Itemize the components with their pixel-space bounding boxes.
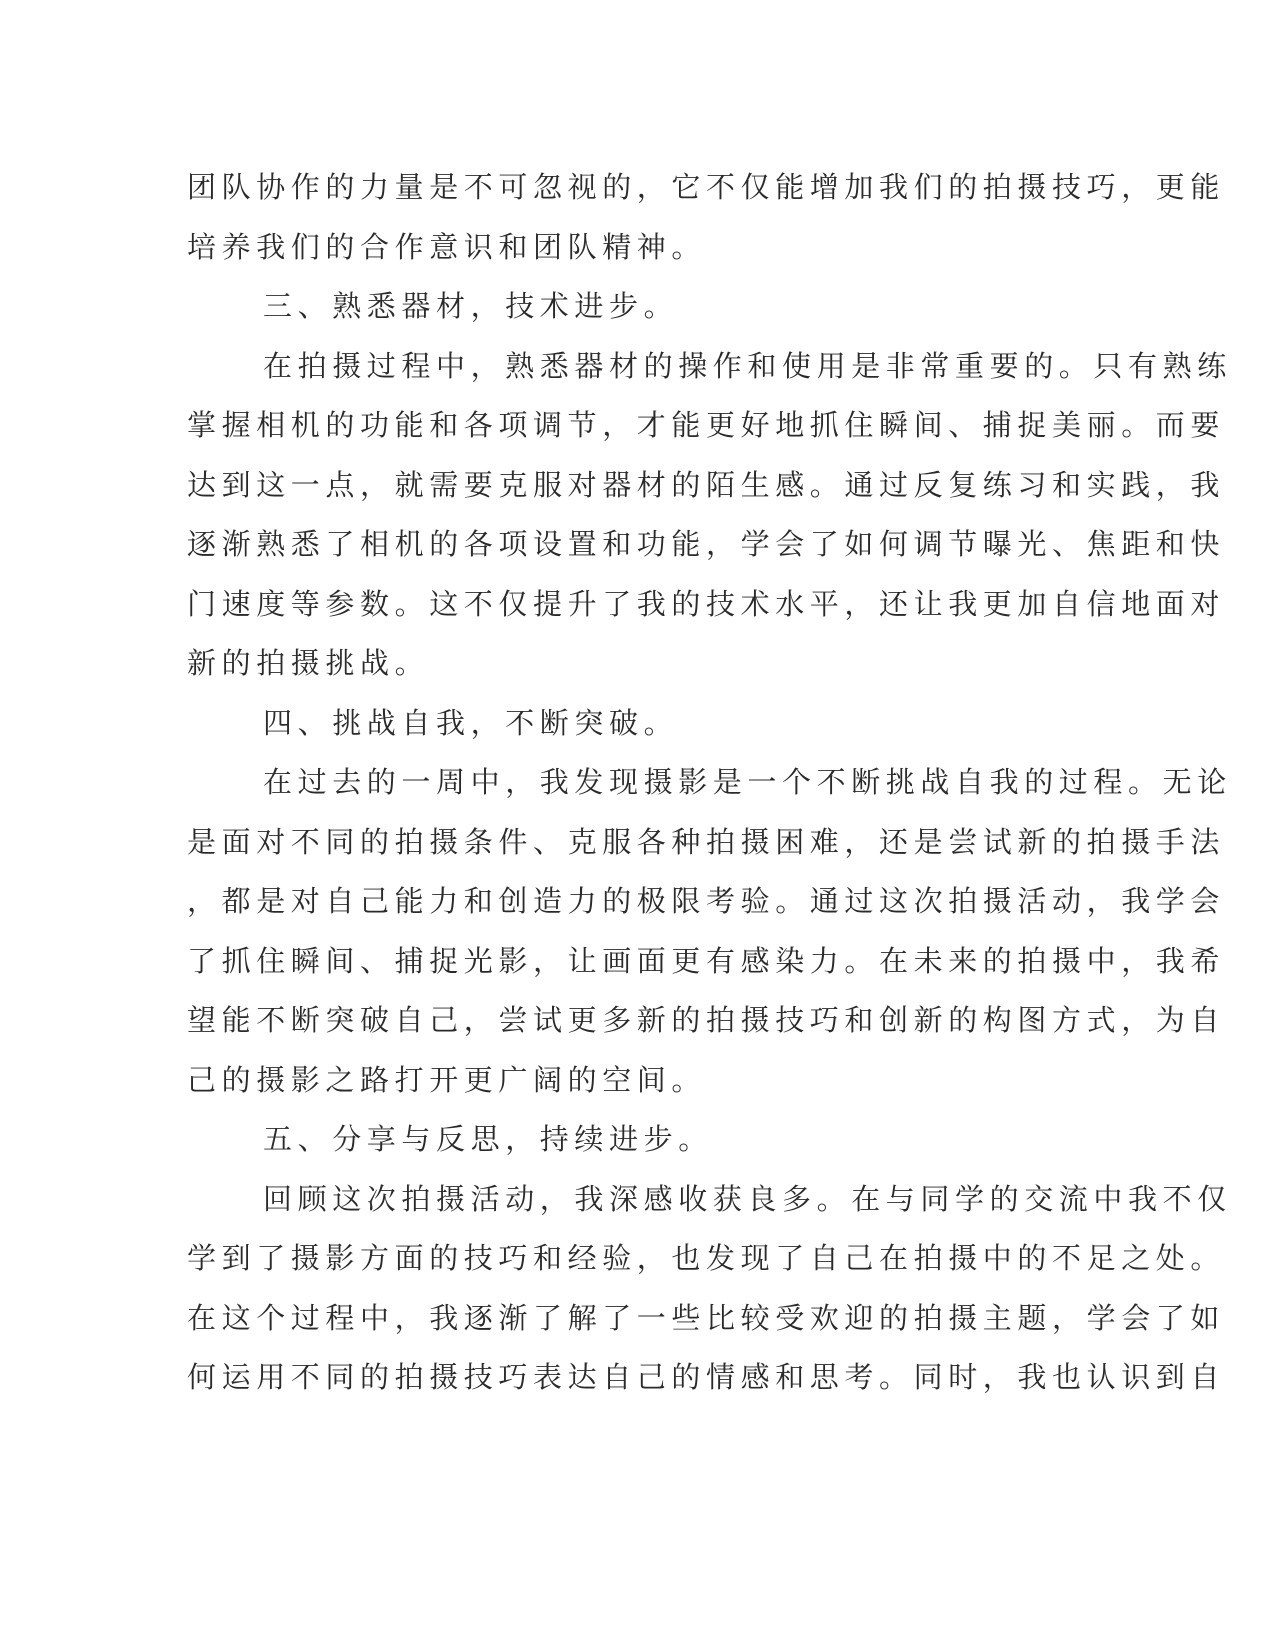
text-line: 达到这一点，就需要克服对器材的陌生感。通过反复练习和实践，我 [187, 467, 1226, 502]
text-line: 望能不断突破自己，尝试更多新的拍摄技巧和创新的构图方式，为自 [187, 1003, 1226, 1037]
text-line: 何运用不同的拍摄技巧表达自己的情感和思考。同时，我也认识到自 [187, 1360, 1226, 1394]
text-line: 回顾这次拍摄活动，我深感收获良多。在与同学的交流中我不仅 [263, 1181, 1232, 1216]
text-line: 在这个过程中，我逐渐了解了一些比较受欢迎的拍摄主题，学会了如 [187, 1300, 1226, 1335]
text-line: 在过去的一周中，我发现摄影是一个不断挑战自我的过程。无论 [263, 765, 1232, 799]
section-heading: 五、分享与反思，持续进步。 [263, 1122, 713, 1156]
text-line: 门速度等参数。这不仅提升了我的技术水平，还让我更加自信地面对 [187, 586, 1226, 621]
text-line: 新的拍摄挑战。 [187, 646, 430, 680]
text-line: 在拍摄过程中，熟悉器材的操作和使用是非常重要的。只有熟练 [263, 348, 1232, 383]
section-heading: 四、挑战自我，不断突破。 [263, 705, 679, 740]
text-line: 掌握相机的功能和各项调节，才能更好地抓住瞬间、捕捉美丽。而要 [187, 408, 1226, 442]
text-line: 己的摄影之路打开更广阔的空间。 [187, 1062, 707, 1097]
text-line: 学到了摄影方面的技巧和经验，也发现了自己在拍摄中的不足之处。 [187, 1241, 1226, 1275]
text-line: 是面对不同的拍摄条件、克服各种拍摄困难，还是尝试新的拍摄手法 [187, 824, 1226, 859]
text-line: 培养我们的合作意识和团队精神。 [187, 229, 707, 264]
text-line: 了抓住瞬间、捕捉光影，让画面更有感染力。在未来的拍摄中，我希 [187, 943, 1226, 978]
text-line: ，都是对自己能力和创造力的极限考验。通过这次拍摄活动，我学会 [187, 884, 1226, 918]
text-line: 逐渐熟悉了相机的各项设置和功能，学会了如何调节曝光、焦距和快 [187, 527, 1226, 561]
document-body [187, 158, 1232, 1408]
section-heading: 三、熟悉器材，技术进步。 [263, 289, 679, 323]
text-line: 团队协作的力量是不可忽视的，它不仅能增加我们的拍摄技巧，更能 [187, 170, 1226, 204]
